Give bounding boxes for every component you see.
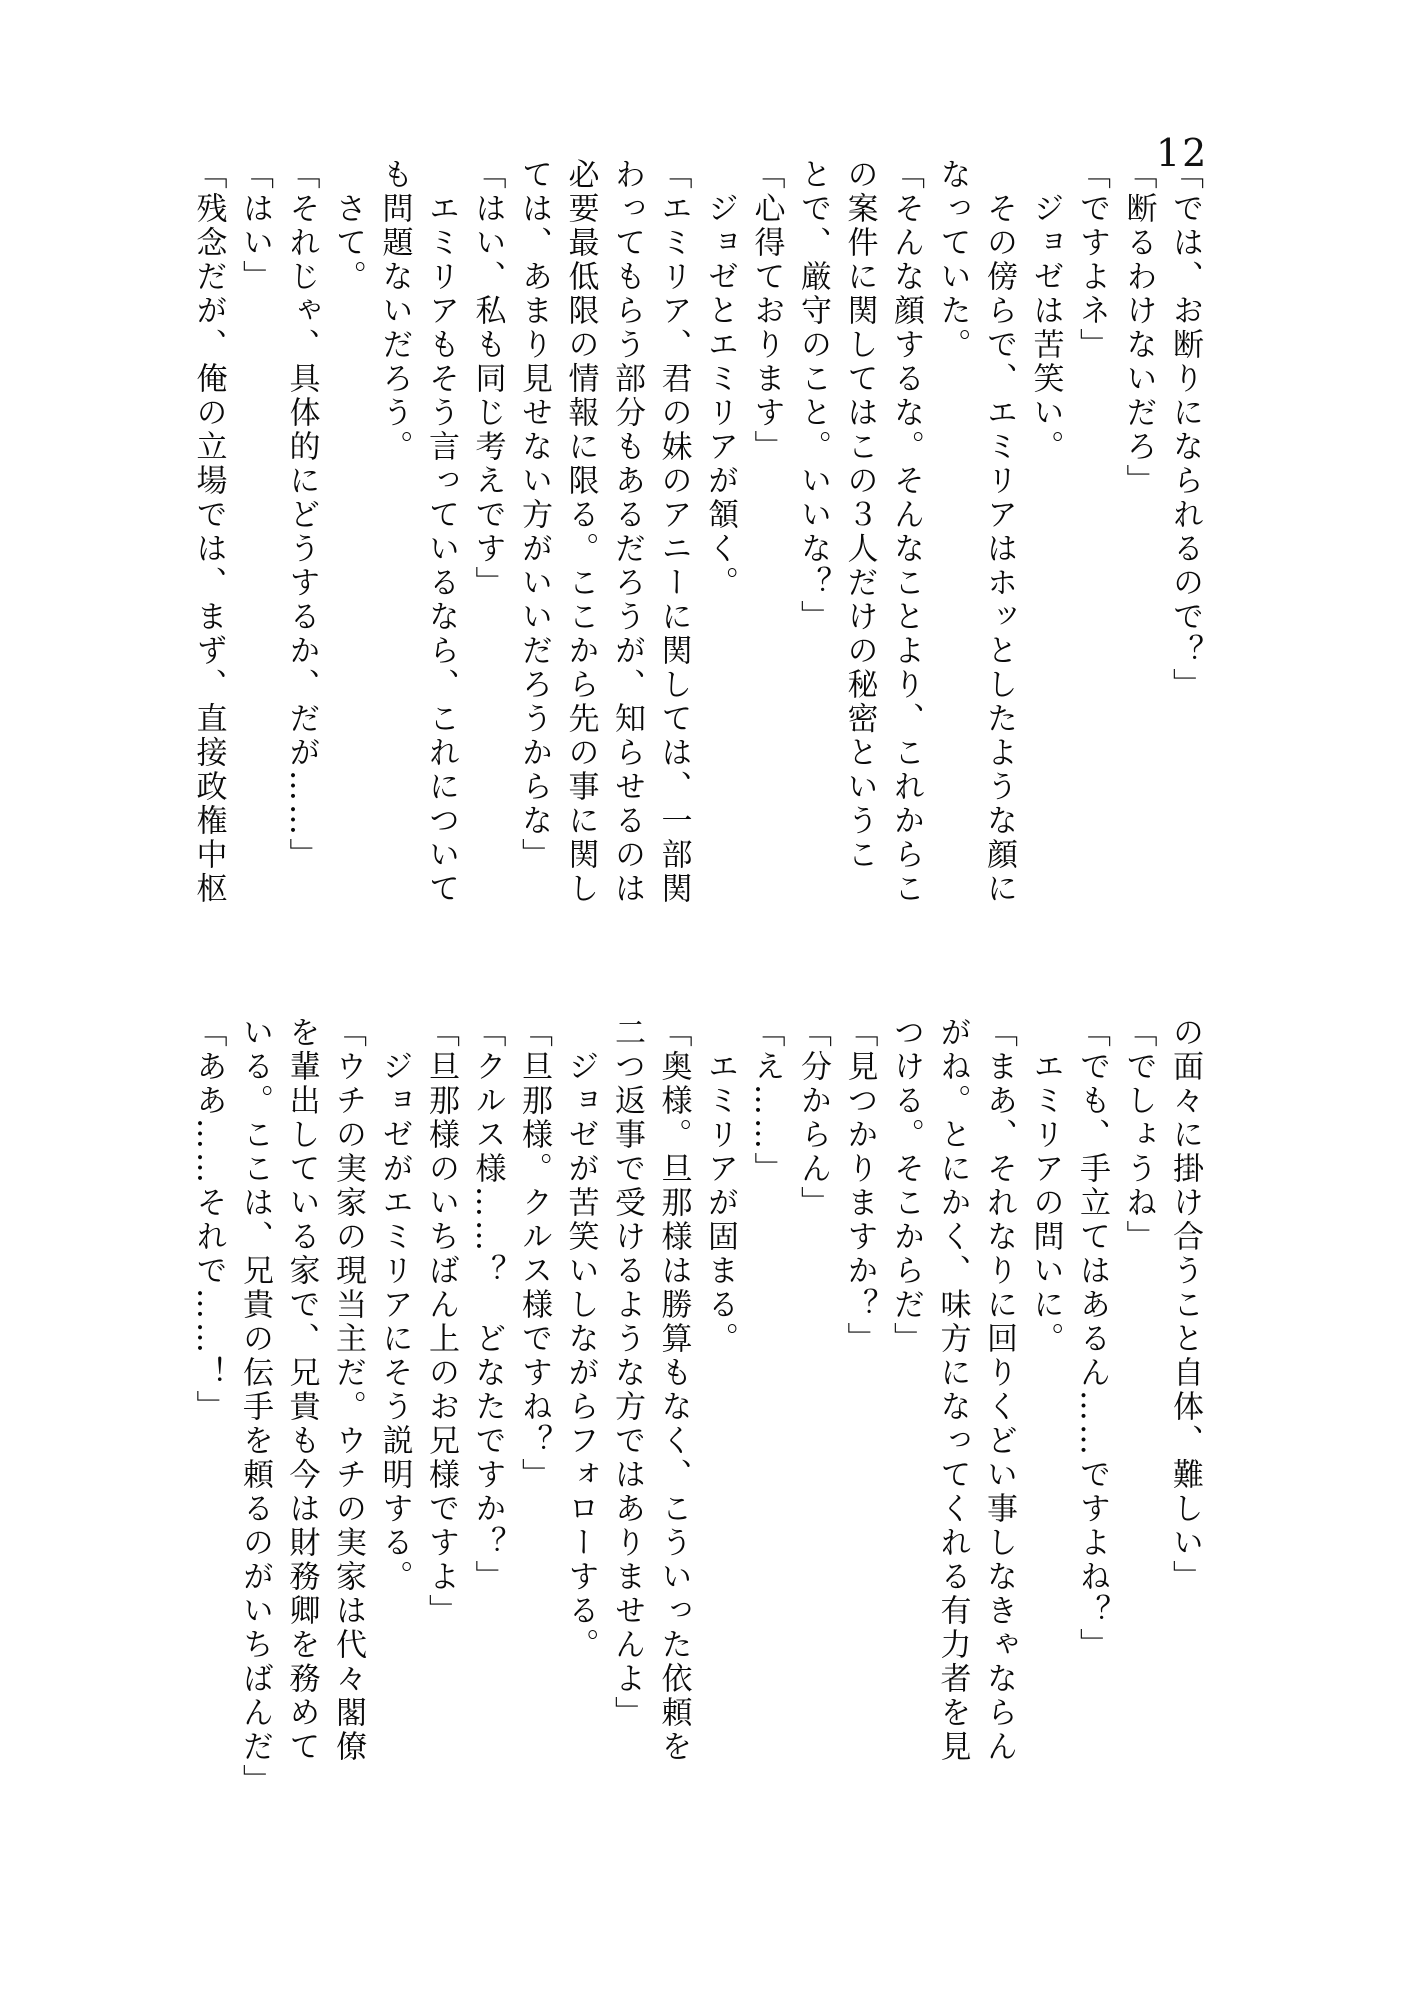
text-line: 「え……」: [748, 1016, 785, 1186]
text-line: の案件に関してはこの３人だけの秘密というこ: [841, 158, 878, 872]
text-line: 「はい、私も同じ考えです」: [469, 158, 506, 600]
text-line: つける。そこからだ」: [888, 1016, 924, 1356]
text-line: 「でも、手立てはあるん……ですよね？」: [1074, 1016, 1110, 1662]
top-text-block: [185, 158, 1208, 963]
text-line: 「では、お断りになられるので？」: [1167, 158, 1203, 702]
text-line: がね。とにかく、味方になってくれる有力者を見: [934, 1016, 971, 1764]
text-line: も問題ないだろう。: [376, 158, 413, 464]
text-line: ジョゼが苦笑いしながらフォローする。: [562, 1016, 599, 1662]
text-line: とで、厳守のこと。いいな？」: [795, 158, 831, 634]
text-line: 「はい」: [237, 158, 273, 294]
text-line: の面々に掛け合うこと自体、難しい」: [1167, 1016, 1203, 1594]
text-line: 「旦那様のいちばん上のお兄様ですよ」: [423, 1016, 459, 1628]
text-line: 「そんな顔するな。そんなことより、これからこ: [888, 158, 924, 906]
text-line: 「エミリア、君の妹のアニーに関しては、一部関: [655, 158, 692, 906]
text-line: 「それじゃ、具体的にどうするか、だが……」: [283, 158, 320, 872]
text-line: 必要最低限の情報に限る。ここから先の事に関し: [562, 158, 599, 906]
text-line: ジョゼがエミリアにそう説明する。: [376, 1016, 413, 1594]
text-line: を輩出している家で、兄貴も今は財務卿を務めて: [283, 1016, 320, 1764]
text-line: 「旦那様。クルス様ですね？」: [516, 1016, 552, 1492]
text-line: 「心得ております」: [748, 158, 785, 464]
page-number: 12: [1156, 131, 1209, 175]
text-line: いる。ここは、兄貴の伝手を頼るのがいちばんだ」: [237, 1016, 273, 1798]
text-line: さて。: [330, 158, 366, 294]
bottom-text-block: [185, 1016, 1208, 1821]
text-line: 二つ返事で受けるような方ではありませんよ」: [609, 1016, 645, 1730]
text-line: 「見つかりますか？」: [841, 1016, 878, 1356]
text-line: なっていた。: [934, 158, 971, 362]
text-line: エミリアもそう言っているなら、これについて: [423, 158, 459, 906]
text-line: 「でしょうね」: [1120, 1016, 1157, 1254]
text-line: 「分からん」: [795, 1016, 831, 1220]
text-line: エミリアが固まる。: [702, 1016, 738, 1356]
text-line: ジョゼとエミリアが頷く。: [702, 158, 738, 600]
text-line: 「ウチの実家の現当主だ。ウチの実家は代々閣僚: [330, 1016, 366, 1764]
text-line: 「ああ……それで……！」: [190, 1016, 227, 1424]
text-line: ジョゼは苦笑い。: [1027, 158, 1064, 464]
text-line: わってもらう部分もあるだろうが、知らせるのは: [609, 158, 645, 906]
text-line: 「断るわけないだろ」: [1120, 158, 1157, 498]
text-line: エミリアの問いに。: [1027, 1016, 1064, 1356]
text-line: 「ですよネ」: [1074, 158, 1110, 362]
text-line: 「まあ、それなりに回りくどい事しなきゃならん: [981, 1016, 1017, 1764]
text-line: ては、あまり見せない方がいいだろうからな」: [516, 158, 552, 872]
text-line: その傍らで、エミリアはホッとしたような顔に: [981, 158, 1017, 906]
text-line: 「クルス様……？ どなたですか？」: [469, 1016, 506, 1594]
text-line: 「残念だが、俺の立場では、まず、直接政権中枢: [190, 158, 227, 906]
text-line: 「奥様。旦那様は勝算もなく、こういった依頼を: [655, 1016, 692, 1764]
